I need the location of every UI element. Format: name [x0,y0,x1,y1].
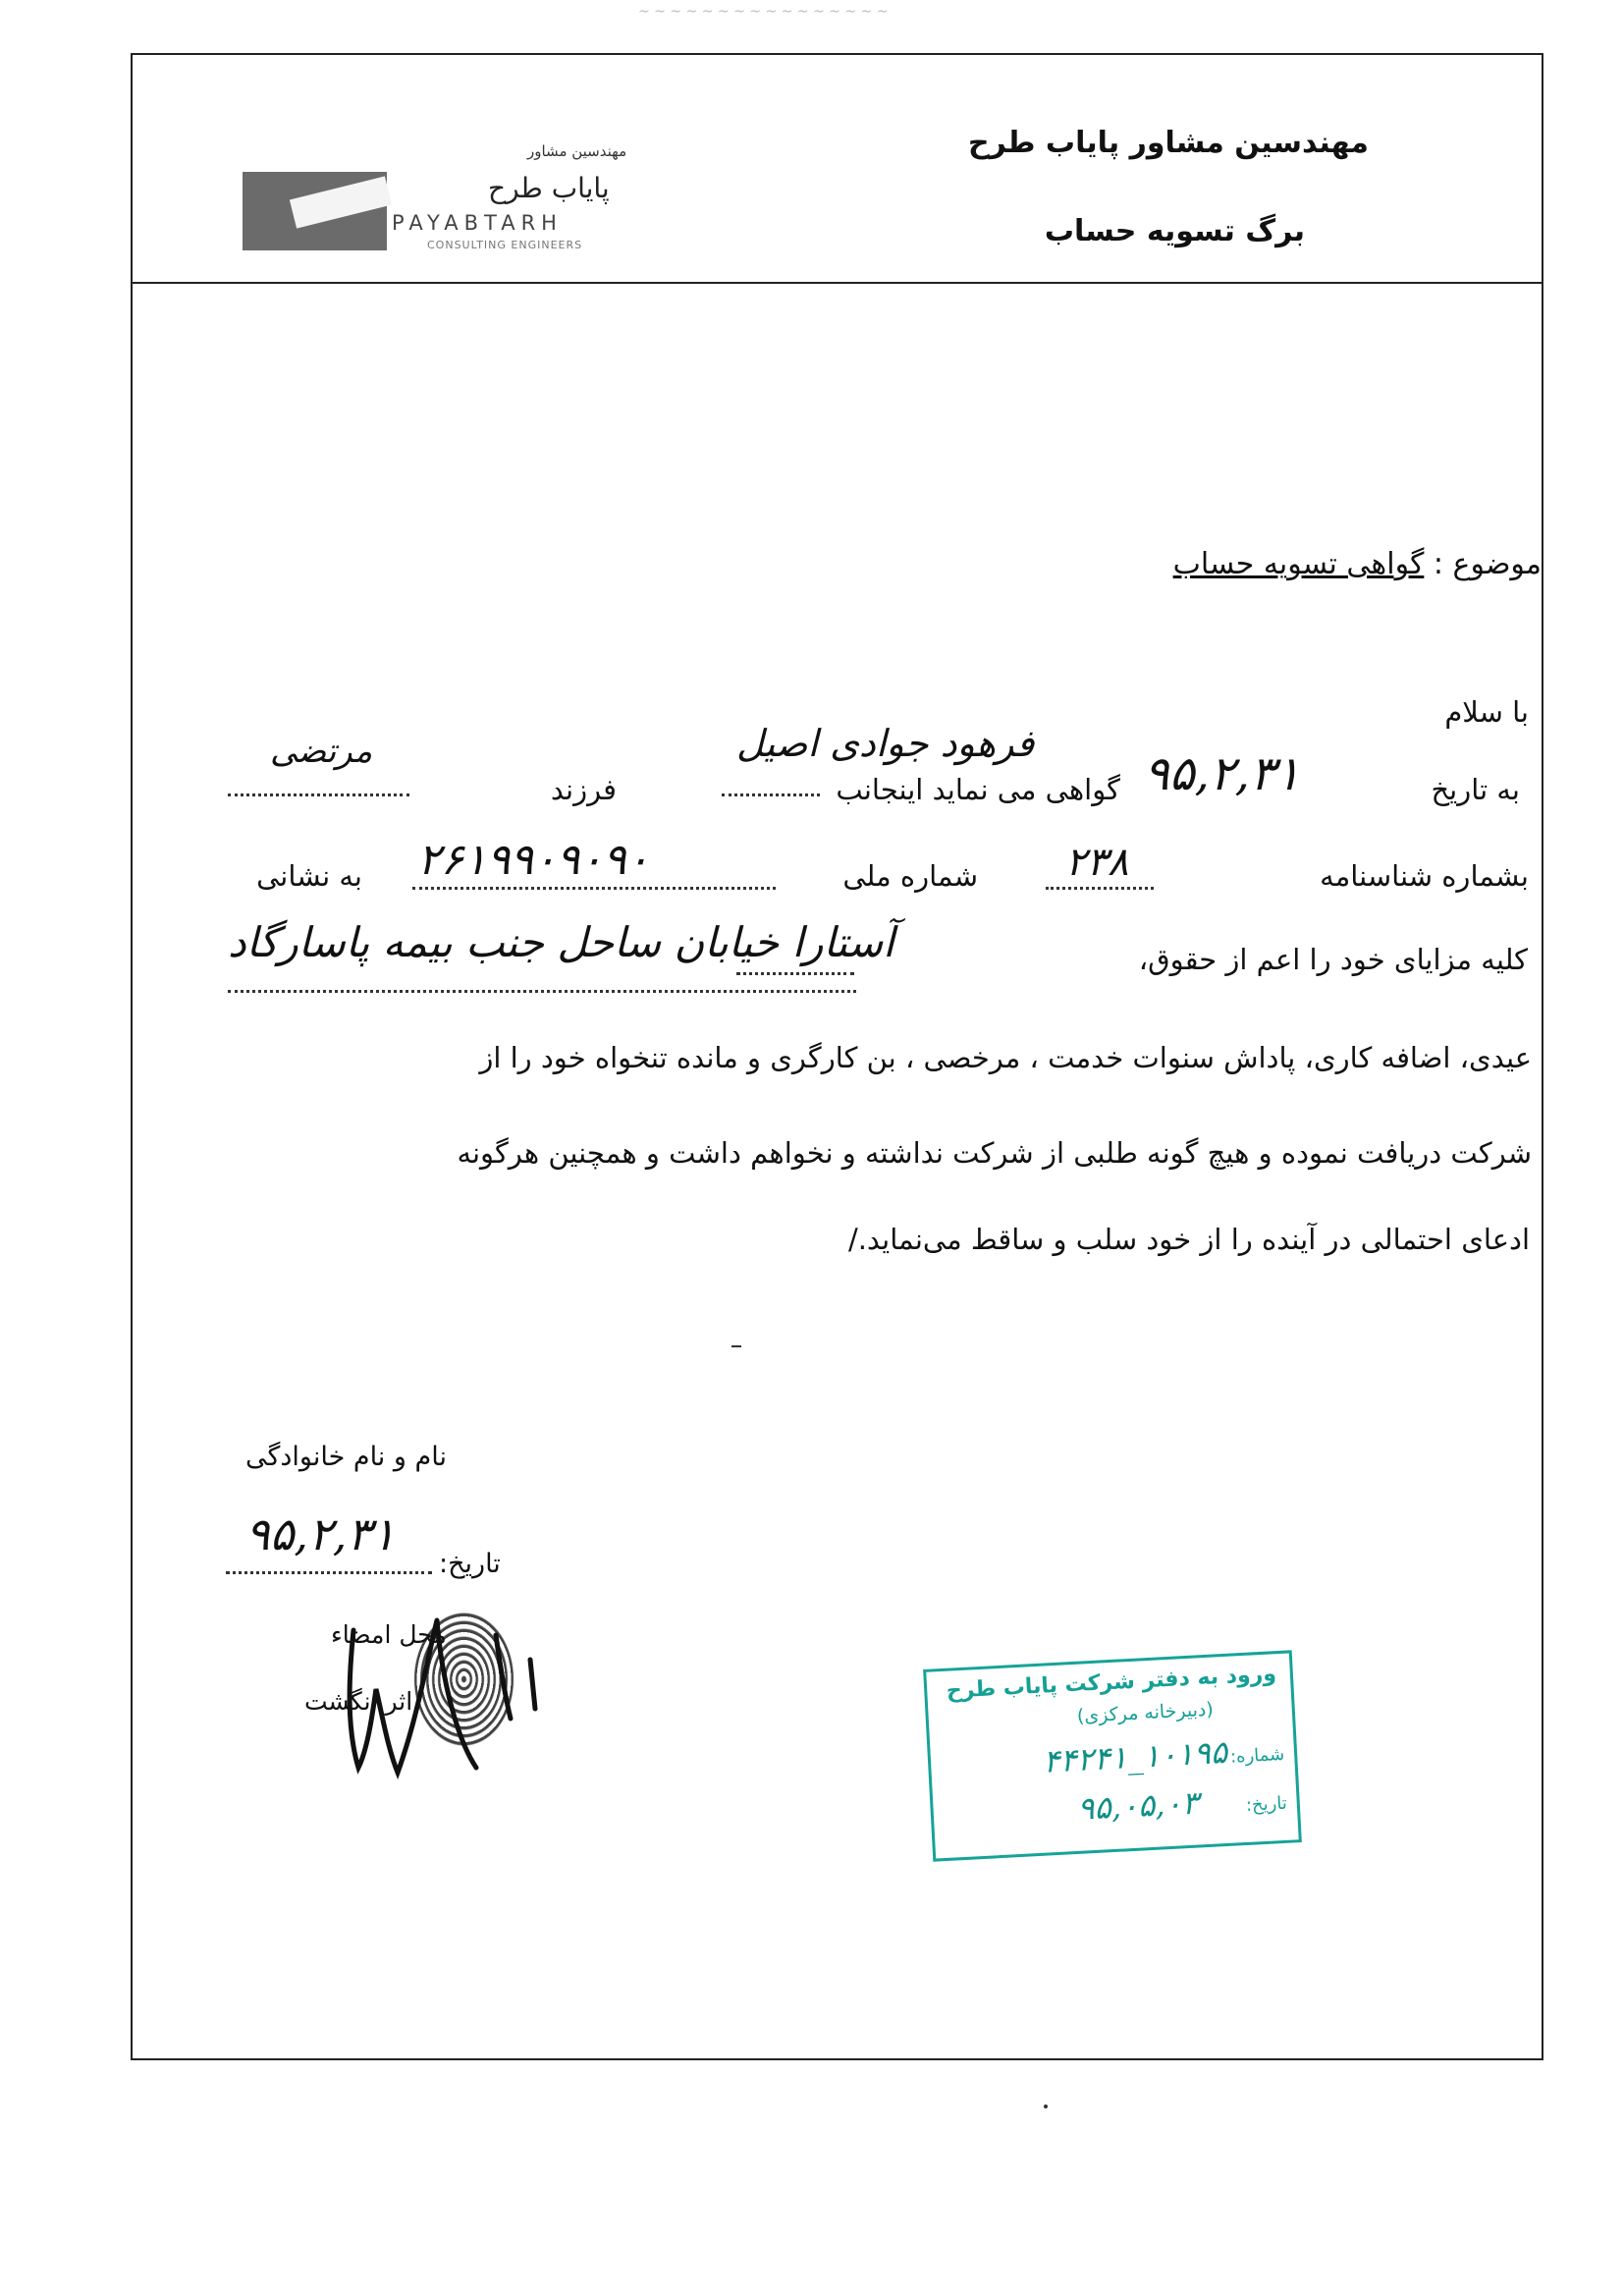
body-line-1-mid: گواهی می نماید اینجانب [836,773,1120,806]
body-line-2-prefix: بشماره شناسنامه [1320,859,1529,893]
header-separator [131,282,1542,284]
logo-text-subtitle: CONSULTING ENGINEERS [427,239,583,251]
bottom-mark [1044,2105,1048,2108]
stamp-subtitle: (دبیرخانه مرکزی) [1076,1698,1215,1727]
signature-icon [329,1601,565,1787]
dotted-line [412,887,776,890]
logo-mark-icon [243,172,387,250]
stamp-number: ۱۰۱۹۵_۴۴۲۴۱ [1042,1732,1228,1780]
handwritten-sign-date: ۹۵,۲,۳۱ [245,1507,396,1560]
body-line-5: شرکت دریافت نموده و هیچ گونه طلبی از شرکت نداشته و نخواهم داشت و همچنین هرگونه [457,1136,1532,1170]
subject-label: موضوع : [1433,547,1542,581]
handwritten-employee-name: فرهود جوادی اصیل [736,722,1035,765]
logo-text-english: PAYABTARH [392,211,563,235]
handwritten-address: آستارا خیابان ساحل جنب بیمه پاسارگاد [228,918,894,966]
logo-text-persian: پایاب طرح [488,172,610,204]
body-line-1-suffix: فرزند [550,773,617,806]
company-name: مهندسین مشاور پایاب طرح [967,126,1369,160]
dotted-line [228,793,409,796]
date-label: تاریخ: [439,1549,501,1579]
signature-label: محل امضاء [331,1620,447,1649]
handwritten-father-name: مرتضی [270,732,373,771]
body-line-1-prefix: به تاریخ [1431,773,1520,806]
company-logo [243,142,665,260]
body-line-4: عیدی، اضافه کاری، پاداش سنوات خدمت ، مرخصی ، بن کارگری و مانده تنخواه خود را از [479,1041,1532,1074]
dotted-line [228,990,856,993]
form-title: برگ تسویه حساب [1044,214,1305,248]
handwritten-national-id: ۲۶۱۹۹۰۹۰۹۰ [417,835,650,885]
dotted-line [722,793,820,796]
body-line-2-suffix: به نشانی [256,859,362,893]
handwritten-date: ۹۵,۲,۳۱ [1144,746,1301,801]
logo-text-small: مهندسین مشاور [527,142,627,160]
registration-stamp [923,1650,1302,1861]
dotted-line [226,1571,432,1574]
handwritten-id-number: ۲۳۸ [1065,840,1129,885]
stamp-date: ۹۵,۰۵,۰۳ [1076,1783,1200,1828]
stamp-date-label: تاریخ: [1245,1792,1288,1816]
body-line-2-mid: شماره ملی [842,859,978,893]
stamp-number-label: شماره: [1229,1743,1285,1768]
dotted-line [1046,887,1154,890]
dash-mark [731,1345,741,1347]
fingerprint-label: اثر انگشت [304,1687,413,1716]
greeting: با سلام [1444,695,1529,729]
subject-value: گواهی تسویه حساب [1172,547,1425,581]
name-label: نام و نام خانوادگی [245,1442,447,1472]
dotted-line [736,972,854,975]
body-line-6: ادعای احتمالی در آینده را از خود سلب و ساقط می‌نماید./ [847,1223,1530,1256]
subject-line [1173,547,1542,581]
stamp-title: ورود به دفتر شرکت پایاب طرح [946,1662,1277,1704]
top-noise: ~ ~ ~ ~ ~ ~ ~ ~ ~ ~ ~ ~ ~ ~ ~ ~ [638,4,889,20]
body-line-3: کلیه مزایای خود را اعم از حقوق، [1138,943,1528,976]
